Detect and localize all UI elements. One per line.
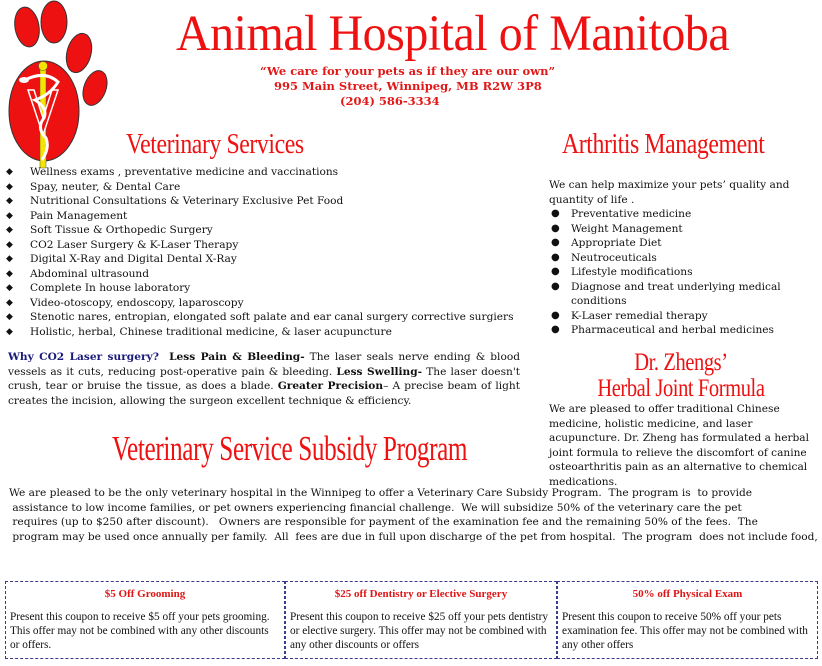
- veterinary-services-list: [0, 165, 514, 339]
- list-item: ● Lifestyle modifications: [551, 266, 693, 278]
- veterinary-services-heading: Veterinary Services: [126, 128, 304, 160]
- round-bullet-icon: ●: [551, 324, 560, 335]
- subsidy-line: We are pleased to be the only veterinary hospital in the Winnipeg to offer a Veterinary Care Subsidy Program. The program is to provide: [9, 487, 753, 499]
- laser-surgery-paragraph: [8, 350, 520, 408]
- coupon-physical-exam[interactable]: [557, 581, 818, 659]
- diamond-bullet-icon: ◆: [6, 239, 13, 250]
- list-item: ◆ Digital X-Ray and Digital Dental X-Ray: [6, 253, 237, 265]
- round-bullet-icon: ●: [551, 208, 560, 219]
- list-item: ● Weight Management: [551, 222, 683, 235]
- tagline: “We care for your pets as if they are our own”: [260, 64, 556, 78]
- diamond-bullet-icon: ◆: [6, 268, 13, 279]
- herbal-body: We are pleased to offer traditional Chinese medicine, holistic medicine, and laser acupuncture. Dr. Zheng has formulated a herbal joint formula to relieve the discomfort of canine osteoarthritis pain as an alternative to chemical medications.: [549, 403, 810, 488]
- laser-benefit-1: Less Pain & Bleeding-: [169, 351, 305, 363]
- round-bullet-icon: ●: [551, 222, 560, 234]
- header-contact: [250, 64, 610, 109]
- list-item: ● Diagnose and treat underlying medical conditions: [551, 280, 781, 307]
- list-item: ◆ Video-otoscopy, endoscopy, laparoscopy: [6, 296, 244, 309]
- list-item: ● Pharmaceutical and herbal medicines: [551, 324, 774, 336]
- paw-caduceus-logo-icon: [0, 0, 110, 170]
- coupon-grooming[interactable]: [5, 581, 285, 659]
- subsidy-heading: Veterinary Service Subsidy Program: [112, 429, 468, 468]
- diamond-bullet-icon: ◆: [6, 196, 13, 206]
- coupon-title: $5 Off Grooming: [104, 588, 186, 600]
- laser-benefit-2: Less Swelling-: [336, 365, 423, 378]
- list-item: ◆ Complete In house laboratory: [6, 282, 191, 294]
- laser-text-2: The laser doesn't crush, tear or bruise the tissue, as does a blade.: [8, 365, 520, 393]
- arthritis-intro: We can help maximize your pets’ quality and quantity of life .: [549, 179, 790, 206]
- phone-number: (204) 586-3334: [340, 94, 440, 108]
- arthritis-heading: Arthritis Management: [562, 128, 765, 160]
- diamond-bullet-icon: ◆: [6, 254, 13, 264]
- herbal-heading-line-2: Herbal Joint Formula: [597, 375, 765, 402]
- coupon-body: Present this coupon to receive 50% off your pets examination fee. This offer may not be combined with any other offers: [562, 611, 808, 651]
- diamond-bullet-icon: ◆: [6, 283, 13, 293]
- coupon-dentistry[interactable]: [285, 581, 557, 659]
- subsidy-line: program may be used once annually per family. All fees are due in full upon discharge of the pet from hospital. The program does not include food,: [9, 530, 818, 543]
- laser-question: Why CO2 Laser surgery?: [8, 351, 159, 363]
- list-item: ● Neutroceuticals: [551, 251, 657, 264]
- page-title: Animal Hospital of Manitoba: [176, 6, 730, 62]
- list-item: ◆ Stenotic nares, entropian, elongated soft palate and ear canal surgery corrective surgiers: [6, 311, 514, 323]
- diamond-bullet-icon: ◆: [6, 181, 13, 192]
- list-item: ◆ CO2 Laser Surgery & K-Laser Therapy: [6, 238, 239, 251]
- coupon-body: Present this coupon to receive $25 off your pets dentistry or elective surgery. This offer may not be combined with any other discounts or offers: [290, 611, 548, 651]
- list-item: ● Appropriate Diet: [551, 237, 662, 249]
- laser-text-3: – A precise beam of light creates the incision, allowing the surgeon excellent technique & efficiency.: [8, 380, 520, 407]
- laser-text-1: The laser seals nerve ending & blood vessels as it cuts, reducing post-operative pain & bleeding.: [8, 351, 520, 378]
- coupon-title: 50% off Physical Exam: [632, 588, 743, 600]
- list-item: ◆ Wellness exams , preventative medicine and vaccinations: [6, 166, 339, 178]
- list-item: ◆ Holistic, herbal, Chinese traditional medicine, & laser acupuncture: [6, 325, 392, 338]
- list-item: ● Preventative medicine: [551, 208, 692, 220]
- coupon-title: $25 off Dentistry or Elective Surgery: [334, 588, 508, 600]
- diamond-bullet-icon: ◆: [6, 312, 13, 322]
- diamond-bullet-icon: ◆: [6, 297, 13, 308]
- list-item: ◆ Pain Management: [6, 209, 128, 222]
- round-bullet-icon: ●: [551, 309, 560, 321]
- list-item: ◆ Abdominal ultrasound: [6, 267, 150, 280]
- laser-benefit-3: Greater Precision: [277, 380, 384, 393]
- herbal-heading-line-1: Dr. Zhengs’: [634, 349, 728, 376]
- subsidy-line: requires (up to $250 after discount). Owners are responsible for payment of the examination fee and the remaining 50% of the fees. The: [9, 516, 758, 529]
- herbal-heading: [540, 350, 822, 402]
- diamond-bullet-icon: ◆: [6, 167, 13, 177]
- list-item: ◆ Nutritional Consultations & Veterinary Exclusive Pet Food: [6, 195, 344, 207]
- subsidy-line: assistance to low income families, or pet owners experiencing financial challenge. We will subsidize 50% of the veterinary care the pet: [9, 501, 742, 514]
- arthritis-list: [549, 207, 814, 338]
- round-bullet-icon: ●: [551, 280, 560, 292]
- round-bullet-icon: ●: [551, 237, 560, 248]
- list-item: ◆ Spay, neuter, & Dental Care: [6, 180, 181, 193]
- diamond-bullet-icon: ◆: [6, 326, 13, 337]
- coupon-body: Present this coupon to receive $5 off your pets grooming. This offer may not be combined with any other discounts or offers.: [10, 611, 270, 651]
- list-item: ● K-Laser remedial therapy: [551, 309, 708, 322]
- address: 995 Main Street, Winnipeg, MB R2W 3P8: [274, 79, 542, 93]
- round-bullet-icon: ●: [551, 251, 560, 263]
- diamond-bullet-icon: ◆: [6, 225, 13, 235]
- subsidy-body: [9, 486, 821, 544]
- diamond-bullet-icon: ◆: [6, 210, 13, 221]
- round-bullet-icon: ●: [551, 266, 560, 277]
- list-item: ◆ Soft Tissue & Orthopedic Surgery: [6, 224, 213, 236]
